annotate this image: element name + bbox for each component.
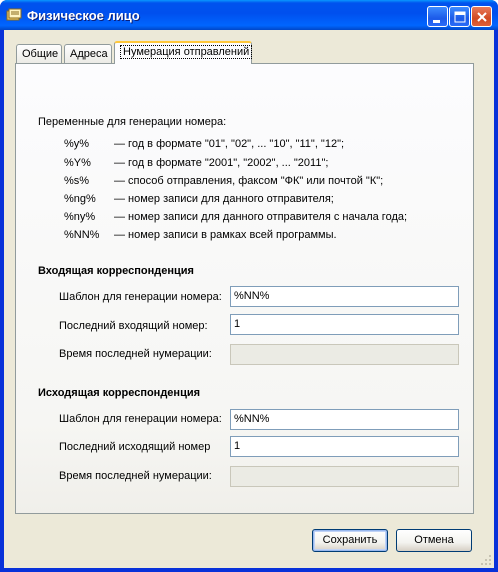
app-icon: [6, 8, 22, 22]
var-desc: — год в формате "2001", "2002", ... "2011";: [114, 157, 329, 169]
var-desc: — номер записи в рамках всей программы.: [114, 229, 337, 241]
variables-header: Переменные для генерации номера:: [38, 116, 227, 128]
tab-label: Нумерация отправлений: [120, 45, 252, 59]
incoming-time-field: [230, 344, 459, 365]
outgoing-last-number-input[interactable]: 1: [230, 436, 459, 457]
outgoing-time-label: Время последней нумерации:: [59, 470, 212, 482]
tab-addresses[interactable]: [64, 44, 112, 63]
var-code: %ny%: [64, 211, 96, 223]
var-desc: — номер записи для данного отправителя с начала года;: [114, 211, 408, 223]
save-button[interactable]: Сохранить: [312, 529, 388, 552]
dialog-client: [4, 30, 494, 568]
close-button[interactable]: [471, 6, 492, 27]
close-icon: [472, 7, 493, 28]
outgoing-template-label: Шаблон для генерации номера:: [59, 413, 222, 425]
incoming-last-number-input[interactable]: 1: [230, 314, 459, 335]
outgoing-template-input[interactable]: %NN%: [230, 409, 459, 430]
incoming-template-input[interactable]: %NN%: [230, 286, 459, 307]
tab-numbering[interactable]: [114, 41, 252, 64]
tab-general[interactable]: [16, 44, 62, 63]
resize-grip-icon[interactable]: [480, 554, 492, 566]
var-desc: — способ отправления, факсом "ФК" или почтой "К";: [114, 175, 384, 187]
var-code: %NN%: [64, 229, 100, 241]
var-code: %ng%: [64, 193, 96, 205]
incoming-template-label: Шаблон для генерации номера:: [59, 291, 222, 303]
var-code: %s%: [64, 175, 90, 187]
incoming-heading: Входящая корреспонденция: [38, 265, 194, 277]
var-desc: — номер записи для данного отправителя;: [114, 193, 334, 205]
window-title: Физическое лицо: [27, 8, 140, 23]
maximize-button[interactable]: [449, 6, 470, 27]
cancel-button[interactable]: Отмена: [396, 529, 472, 552]
outgoing-last-number-label: Последний исходящий номер: [59, 441, 211, 453]
outgoing-time-field: [230, 466, 459, 487]
var-code: %y%: [64, 138, 90, 150]
title-bar[interactable]: [0, 0, 498, 30]
var-code: %Y%: [64, 157, 91, 169]
incoming-time-label: Время последней нумерации:: [59, 348, 212, 360]
var-desc: — год в формате "01", "02", ... "10", "11", "12";: [114, 138, 345, 150]
tab-label: Адреса: [70, 48, 108, 60]
minimize-icon: [428, 7, 449, 28]
minimize-button[interactable]: [427, 6, 448, 27]
incoming-last-number-label: Последний входящий номер:: [59, 320, 208, 332]
tab-label: Общие: [22, 48, 59, 60]
outgoing-heading: Исходящая корреспонденция: [38, 387, 201, 399]
maximize-icon: [450, 7, 471, 28]
tab-panel-numbering: [15, 63, 474, 514]
